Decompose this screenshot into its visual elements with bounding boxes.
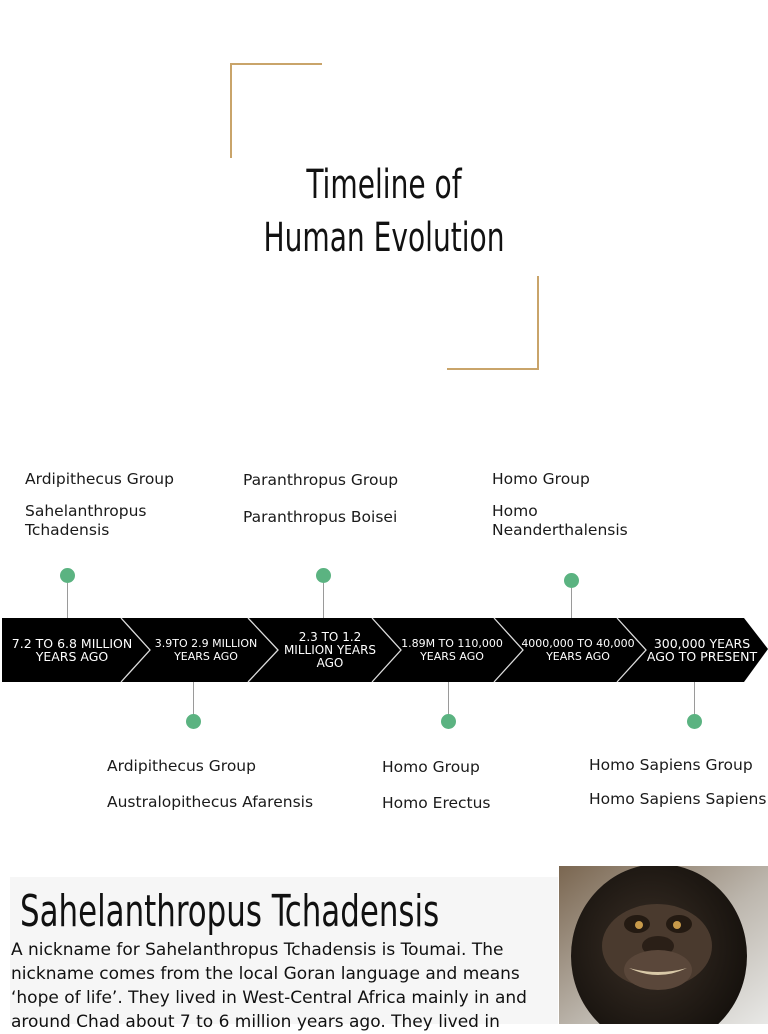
timeline-dot-above-2 (316, 568, 331, 583)
above-1-species: Sahelanthropus Tchadensis (25, 502, 147, 539)
era-5-label: 4000,000 TO 40,000 YEARS AGO (521, 637, 635, 663)
timeline-dot-below-2 (441, 714, 456, 729)
below-3-group: Homo Sapiens Group (589, 756, 753, 774)
timeline-stem-above-2 (323, 583, 324, 618)
timeline-stem-below-1 (193, 682, 194, 715)
timeline-stem-below-2 (448, 682, 449, 715)
timeline-dot-above-1 (60, 568, 75, 583)
above-3-species: Homo Neanderthalensis (492, 502, 628, 539)
timeline-stem-below-3 (694, 682, 695, 715)
timeline-dot-below-3 (687, 714, 702, 729)
decorative-bracket-top-left (230, 63, 322, 158)
timeline-stem-above-1 (67, 583, 68, 618)
below-1-group: Ardipithecus Group (107, 757, 256, 775)
decorative-bracket-bottom-right (447, 276, 539, 370)
below-2-species: Homo Erectus (382, 794, 491, 812)
era-1-label: 7.2 TO 6.8 MILLION YEARS AGO (11, 636, 133, 664)
below-3-species: Homo Sapiens Sapiens (589, 790, 767, 808)
era-3-label: 2.3 TO 1.2 MILLION YEARS AGO (283, 629, 377, 670)
above-1-group: Ardipithecus Group (25, 470, 174, 488)
below-1-species: Australopithecus Afarensis (107, 793, 314, 811)
timeline-dot-above-3 (564, 573, 579, 588)
primate-photo (559, 866, 768, 1024)
page-title-line-1: Timeline of (306, 162, 462, 208)
era-6-label: 300,000 YEARS AGO TO PRESENT (646, 636, 758, 664)
page-title-line-2: Human Evolution (263, 215, 505, 261)
timeline-dot-below-1 (186, 714, 201, 729)
above-3-group: Homo Group (492, 470, 590, 488)
below-2-group: Homo Group (382, 758, 480, 776)
section-title: Sahelanthropus Tchadensis (20, 886, 440, 937)
era-2-label: 3.9TO 2.9 MILLION YEARS AGO (154, 637, 258, 663)
above-2-group: Paranthropus Group (243, 471, 399, 489)
above-2-species: Paranthropus Boisei (243, 508, 398, 526)
era-4-label: 1.89M TO 110,000 YEARS AGO (401, 637, 503, 663)
timeline-stem-above-3 (571, 588, 572, 618)
section-body: A nickname for Sahelanthropus Tchadensis is Toumai. The nickname comes from the local Goran language and means ‘hope of life’. They lived in West-Central Africa mainly in and around Chad about 7 to 6 million years ago. They lived in (11, 940, 527, 1032)
primate-photo-icon (559, 866, 768, 1024)
